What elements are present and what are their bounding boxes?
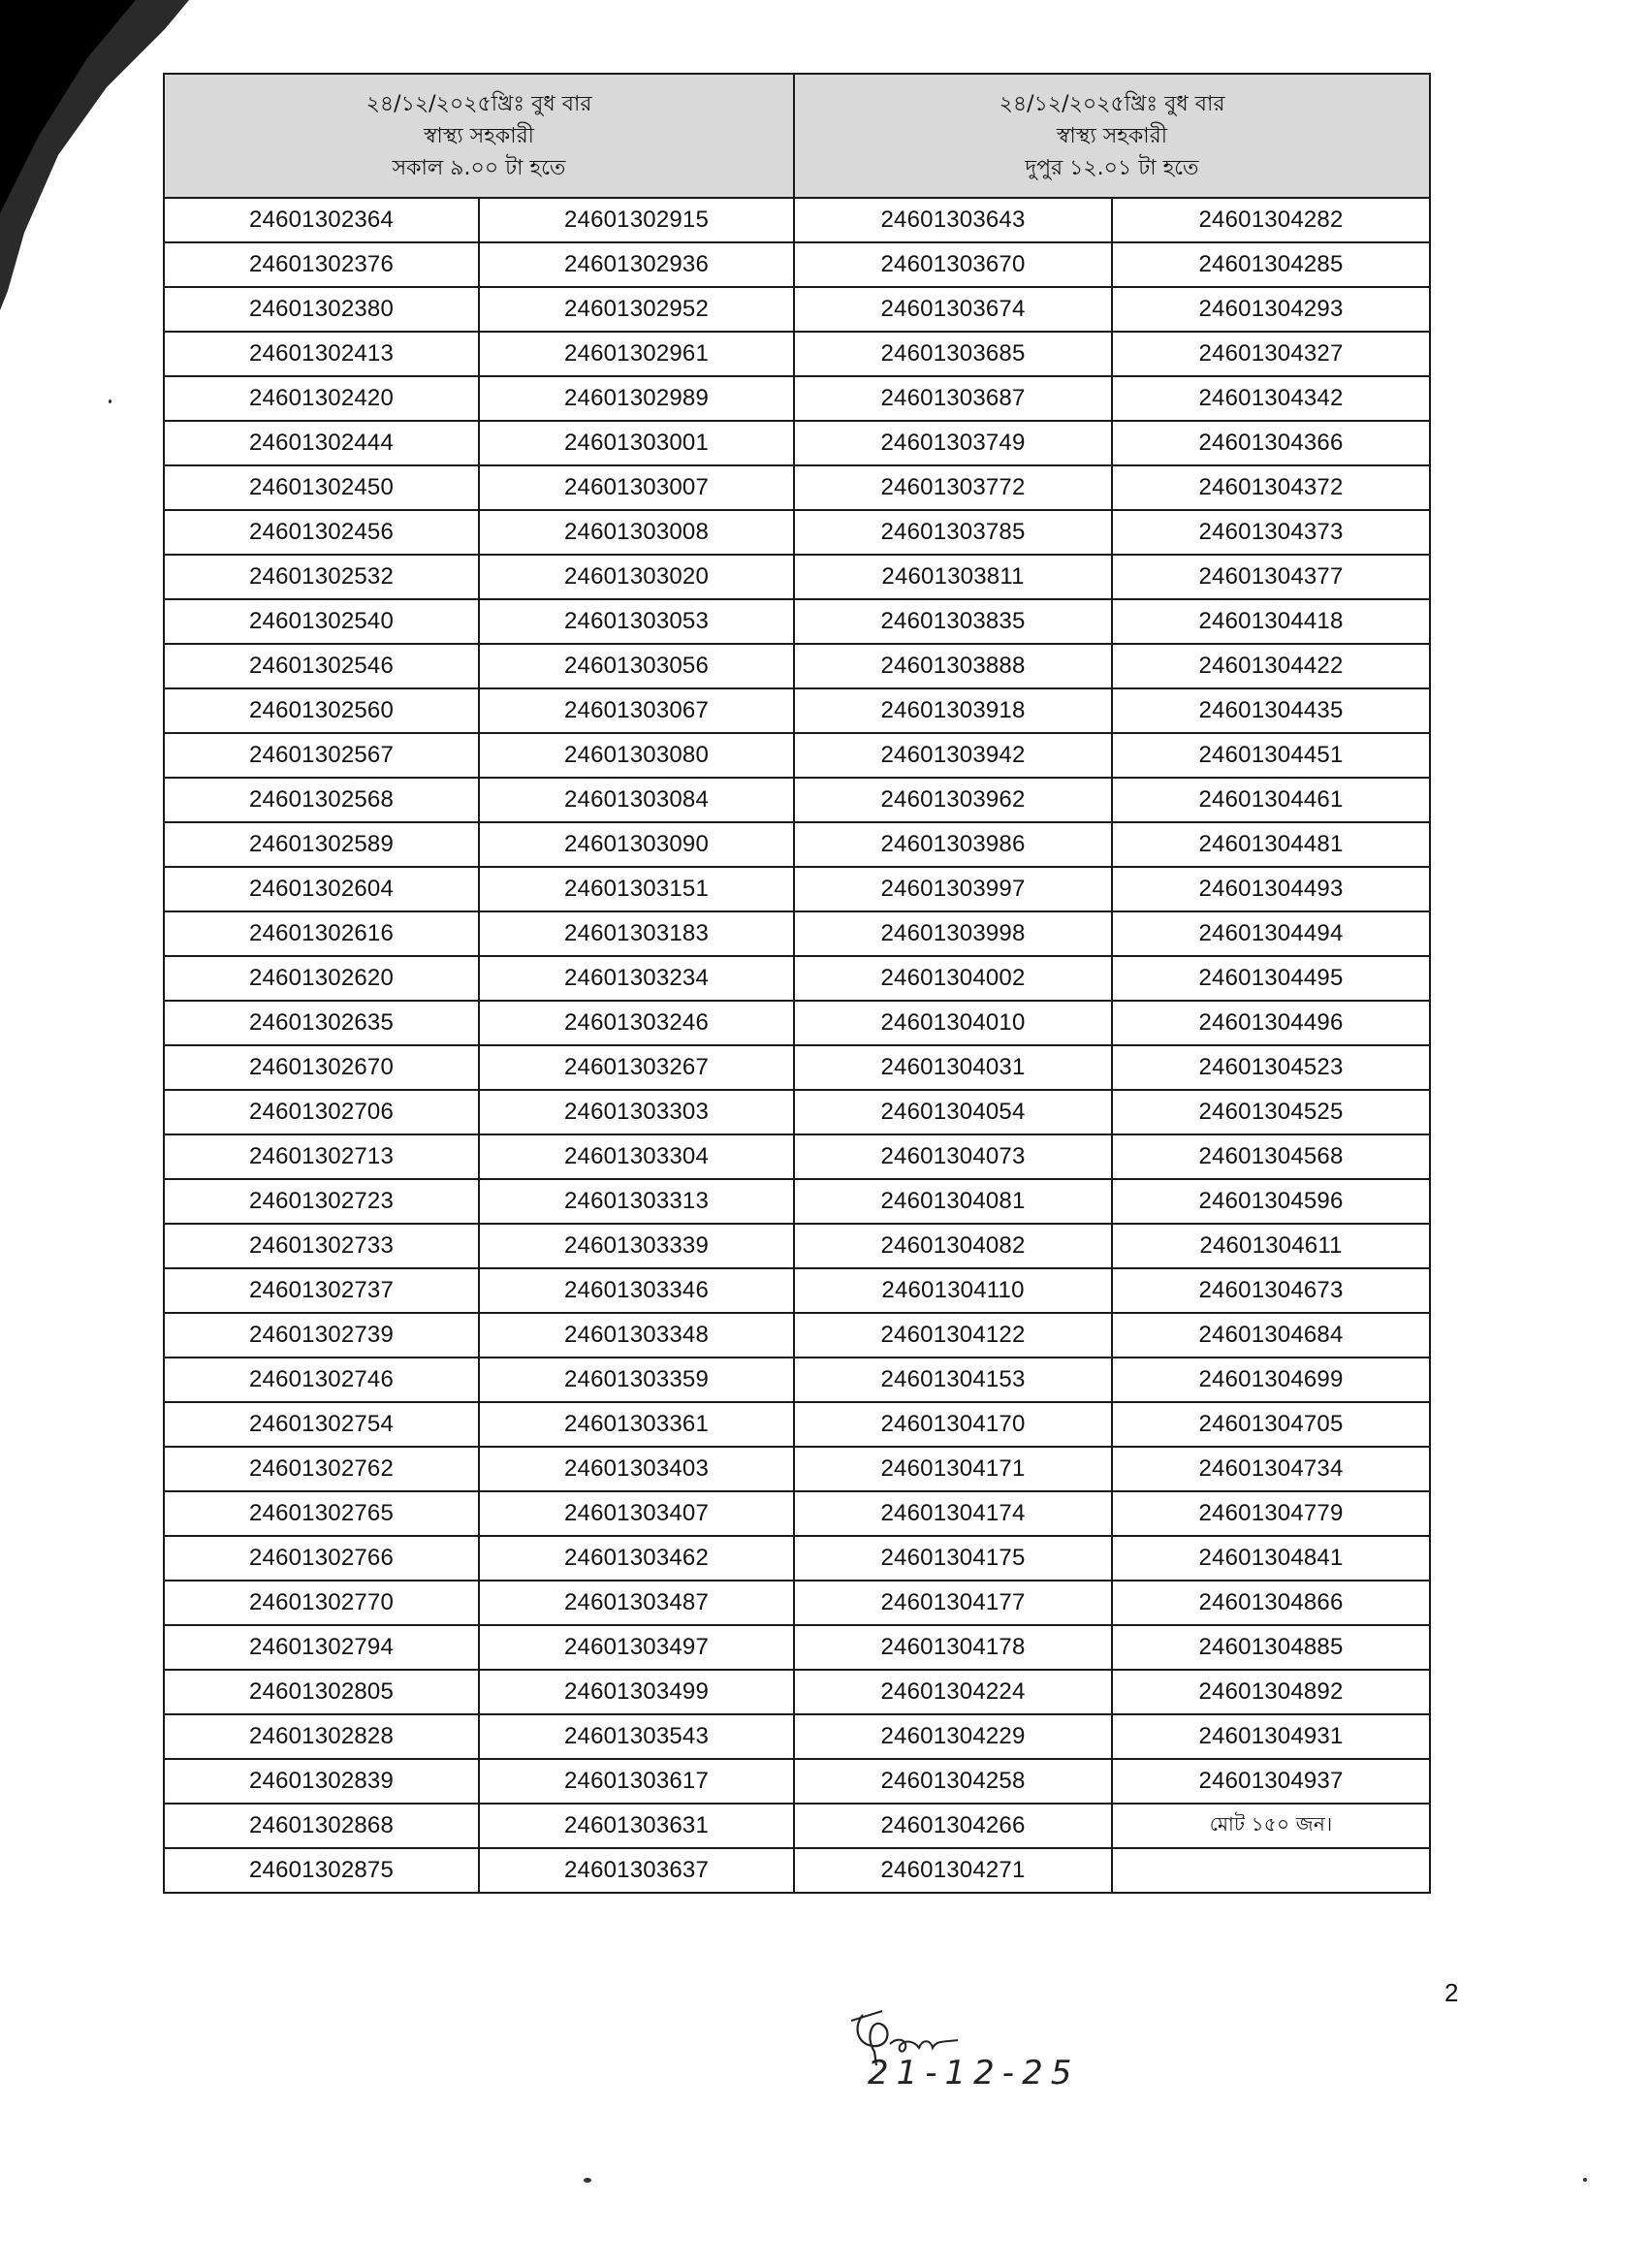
roll-number-cell: 24601304495: [1112, 956, 1430, 1001]
roll-number-cell: 24601303056: [479, 644, 794, 688]
roll-number-cell: 24601304177: [794, 1581, 1112, 1625]
roll-number-cell: 24601303997: [794, 867, 1112, 911]
roll-number-cell: 24601302540: [164, 599, 479, 644]
roll-number-cell: 24601303053: [479, 599, 794, 644]
roll-number-cell: 24601302766: [164, 1536, 479, 1581]
table-row: [164, 198, 1430, 242]
table-row: [164, 1714, 1430, 1759]
roll-number-cell: 24601303674: [794, 287, 1112, 332]
roll-number-cell: 24601304258: [794, 1759, 1112, 1804]
roll-number-cell: 24601303487: [479, 1581, 794, 1625]
roll-number-cell: 24601304494: [1112, 911, 1430, 956]
table-row: [164, 867, 1430, 911]
total-count-cell: মোট ১৫০ জন।: [1112, 1804, 1430, 1848]
roll-number-cell: 24601302794: [164, 1625, 479, 1670]
table-row: [164, 956, 1430, 1001]
roll-number-cell: 24601304073: [794, 1134, 1112, 1179]
roll-number-cell: 24601302746: [164, 1358, 479, 1402]
roll-number-cell: 24601304175: [794, 1536, 1112, 1581]
roll-number-cell: 24601304866: [1112, 1581, 1430, 1625]
table-row: [164, 1848, 1430, 1893]
roll-number-cell: 24601304493: [1112, 867, 1430, 911]
roll-number-cell: 24601302568: [164, 778, 479, 822]
roll-number-cell: 24601304568: [1112, 1134, 1430, 1179]
roll-number-cell: 24601303361: [479, 1402, 794, 1447]
roll-number-cell: 24601304418: [1112, 599, 1430, 644]
roll-number-cell: 24601302635: [164, 1001, 479, 1045]
table-row: [164, 1134, 1430, 1179]
roll-number-cell: 24601304699: [1112, 1358, 1430, 1402]
roll-number-cell: 24601303631: [479, 1804, 794, 1848]
roll-number-cell: 24601303267: [479, 1045, 794, 1090]
afternoon-session-header: [794, 74, 1430, 198]
roll-number-cell: 24601302604: [164, 867, 479, 911]
roll-number-cell: 24601303303: [479, 1090, 794, 1134]
roll-number-cell: 24601304271: [794, 1848, 1112, 1893]
roll-number-cell: 24601304010: [794, 1001, 1112, 1045]
candidate-roll-table: [163, 73, 1431, 1894]
roll-number-cell: 24601304422: [1112, 644, 1430, 688]
roll-number-cell: 24601303407: [479, 1491, 794, 1536]
roll-number-cell: 24601304596: [1112, 1179, 1430, 1224]
roll-number-cell: 24601303008: [479, 510, 794, 555]
roll-number-cell: 24601303835: [794, 599, 1112, 644]
roll-number-cell: 24601304002: [794, 956, 1112, 1001]
roll-number-cell: 24601303234: [479, 956, 794, 1001]
roll-number-cell: 24601304342: [1112, 376, 1430, 421]
roll-number-cell: 24601304174: [794, 1491, 1112, 1536]
roll-number-cell: 24601303499: [479, 1670, 794, 1714]
table-row: [164, 242, 1430, 287]
roll-number-cell: 24601304054: [794, 1090, 1112, 1134]
roll-number-cell: 24601304266: [794, 1804, 1112, 1848]
roll-number-cell: 24601303637: [479, 1848, 794, 1893]
scan-speck: [1583, 2178, 1587, 2182]
roll-number-cell: 24601302546: [164, 644, 479, 688]
roll-number-cell: 24601304496: [1112, 1001, 1430, 1045]
roll-number-cell: 24601303001: [479, 421, 794, 465]
roll-number-cell: 24601303685: [794, 332, 1112, 376]
table-row: [164, 510, 1430, 555]
morning-time: সকাল ৯.০০ টা হতে: [392, 155, 566, 180]
roll-number-cell: 24601302706: [164, 1090, 479, 1134]
roll-number-cell: 24601303643: [794, 198, 1112, 242]
roll-number-cell: 24601302670: [164, 1045, 479, 1090]
roll-number-cell: 24601303090: [479, 822, 794, 867]
roll-number-cell: 24601304170: [794, 1402, 1112, 1447]
morning-date: ২৪/১২/২০২৫খ্রিঃ বুধ বার: [365, 91, 592, 116]
roll-number-cell: 24601302961: [479, 332, 794, 376]
roll-number-cell: 24601304461: [1112, 778, 1430, 822]
roll-number-cell: 24601302765: [164, 1491, 479, 1536]
table-row: [164, 1804, 1430, 1848]
table-row: [164, 1224, 1430, 1268]
roll-number-cell: 24601304171: [794, 1447, 1112, 1491]
roll-number-cell: 24601302723: [164, 1179, 479, 1224]
roll-number-cell: 24601302754: [164, 1402, 479, 1447]
roll-number-cell: 24601304366: [1112, 421, 1430, 465]
roll-number-cell: 24601303067: [479, 688, 794, 733]
roll-number-cell: 24601302532: [164, 555, 479, 599]
roll-number-cell: 24601304229: [794, 1714, 1112, 1759]
table-row: [164, 1402, 1430, 1447]
roll-number-cell: 24601304373: [1112, 510, 1430, 555]
table-row: [164, 1045, 1430, 1090]
roll-number-cell: 24601304327: [1112, 332, 1430, 376]
roll-number-cell: 24601302839: [164, 1759, 479, 1804]
afternoon-time: দুপুর ১২.০১ টা হতে: [1025, 155, 1199, 180]
roll-number-cell: 24601303772: [794, 465, 1112, 510]
roll-number-cell: 24601304673: [1112, 1268, 1430, 1313]
roll-number-cell: 24601302713: [164, 1134, 479, 1179]
roll-number-cell: 24601303888: [794, 644, 1112, 688]
roll-number-cell: 24601303403: [479, 1447, 794, 1491]
table-row: [164, 1670, 1430, 1714]
roll-number-cell: 24601303962: [794, 778, 1112, 822]
roll-number-cell: 24601303942: [794, 733, 1112, 778]
roll-number-cell: 24601303183: [479, 911, 794, 956]
table-row: [164, 1179, 1430, 1224]
roll-number-cell: 24601304481: [1112, 822, 1430, 867]
table-row: [164, 599, 1430, 644]
roll-number-cell: 24601304892: [1112, 1670, 1430, 1714]
roll-number-cell: 24601304885: [1112, 1625, 1430, 1670]
table-row: [164, 1536, 1430, 1581]
roll-number-cell: 24601302875: [164, 1848, 479, 1893]
roll-number-cell: 24601302828: [164, 1714, 479, 1759]
roll-number-cell: 24601302560: [164, 688, 479, 733]
empty-cell: [1112, 1848, 1430, 1893]
scan-speck: [584, 2178, 591, 2183]
table-row: [164, 555, 1430, 599]
roll-number-cell: 24601304110: [794, 1268, 1112, 1313]
roll-number-cell: 24601303543: [479, 1714, 794, 1759]
roll-number-cell: 24601303304: [479, 1134, 794, 1179]
roll-number-cell: 24601302620: [164, 956, 479, 1001]
roll-number-cell: 24601302364: [164, 198, 479, 242]
roll-number-cell: 24601303007: [479, 465, 794, 510]
table-row: [164, 332, 1430, 376]
roll-number-cell: 24601302567: [164, 733, 479, 778]
roll-number-cell: 24601304451: [1112, 733, 1430, 778]
table-row: [164, 1491, 1430, 1536]
table-row: [164, 421, 1430, 465]
roll-number-cell: 24601304937: [1112, 1759, 1430, 1804]
roll-number-cell: 24601304523: [1112, 1045, 1430, 1090]
roll-number-cell: 24601303785: [794, 510, 1112, 555]
roll-number-cell: 24601303020: [479, 555, 794, 599]
roll-number-cell: 24601304372: [1112, 465, 1430, 510]
afternoon-date: ২৪/১২/২০২৫খ্রিঃ বুধ বার: [999, 91, 1225, 116]
roll-number-cell: 24601303617: [479, 1759, 794, 1804]
roll-number-cell: 24601304734: [1112, 1447, 1430, 1491]
table-row: [164, 822, 1430, 867]
table-row: [164, 1313, 1430, 1358]
table-row: [164, 1759, 1430, 1804]
roll-number-cell: 24601303359: [479, 1358, 794, 1402]
roll-number-cell: 24601303497: [479, 1625, 794, 1670]
table-row: [164, 1581, 1430, 1625]
roll-number-cell: 24601302456: [164, 510, 479, 555]
roll-number-cell: 24601302762: [164, 1447, 479, 1491]
roll-number-cell: 24601302616: [164, 911, 479, 956]
roll-number-cell: 24601303918: [794, 688, 1112, 733]
afternoon-post: স্বাস্থ্য সহকারী: [1057, 123, 1167, 148]
table-row: [164, 1625, 1430, 1670]
roll-number-cell: 24601303246: [479, 1001, 794, 1045]
roll-number-cell: 24601303462: [479, 1536, 794, 1581]
roll-number-cell: 24601302589: [164, 822, 479, 867]
roll-number-cell: 24601303687: [794, 376, 1112, 421]
roll-number-cell: 24601304224: [794, 1670, 1112, 1714]
roll-number-cell: 24601303084: [479, 778, 794, 822]
roll-number-cell: 24601303986: [794, 822, 1112, 867]
roll-number-cell: 24601304435: [1112, 688, 1430, 733]
roll-number-cell: 24601302737: [164, 1268, 479, 1313]
roll-number-cell: 24601304282: [1112, 198, 1430, 242]
roll-number-cell: 24601302413: [164, 332, 479, 376]
table-row: [164, 733, 1430, 778]
roll-number-cell: 24601304931: [1112, 1714, 1430, 1759]
table-row: [164, 1001, 1430, 1045]
roll-number-cell: 24601302420: [164, 376, 479, 421]
roll-number-cell: 24601302868: [164, 1804, 479, 1848]
roll-number-cell: 24601303151: [479, 867, 794, 911]
table-row: [164, 1268, 1430, 1313]
roll-number-cell: 24601303313: [479, 1179, 794, 1224]
table-header-row: [164, 74, 1430, 198]
morning-session-header: [164, 74, 794, 198]
roll-number-cell: 24601304293: [1112, 287, 1430, 332]
table-body: [164, 198, 1430, 1893]
roll-number-cell: 24601304285: [1112, 242, 1430, 287]
roll-number-cell: 24601302989: [479, 376, 794, 421]
morning-post: স্বাস্থ্য সহকারী: [424, 123, 534, 148]
roll-number-cell: 24601302444: [164, 421, 479, 465]
roll-number-cell: 24601302733: [164, 1224, 479, 1268]
table-row: [164, 644, 1430, 688]
roll-number-cell: 24601302739: [164, 1313, 479, 1358]
table-row: [164, 287, 1430, 332]
roll-number-cell: 24601304082: [794, 1224, 1112, 1268]
page-number: 2: [1444, 1978, 1459, 2007]
roll-number-cell: 24601304841: [1112, 1536, 1430, 1581]
table-row: [164, 911, 1430, 956]
roll-number-cell: 24601303811: [794, 555, 1112, 599]
roll-number-cell: 24601304525: [1112, 1090, 1430, 1134]
roll-number-cell: 24601302952: [479, 287, 794, 332]
roll-number-cell: 24601303339: [479, 1224, 794, 1268]
roll-number-cell: 24601304081: [794, 1179, 1112, 1224]
roll-number-cell: 24601303080: [479, 733, 794, 778]
roll-number-cell: 24601302380: [164, 287, 479, 332]
roll-number-cell: 24601302450: [164, 465, 479, 510]
roll-number-cell: 24601304178: [794, 1625, 1112, 1670]
roll-number-cell: 24601303670: [794, 242, 1112, 287]
roll-number-cell: 24601304122: [794, 1313, 1112, 1358]
roll-number-cell: 24601304031: [794, 1045, 1112, 1090]
roll-number-cell: 24601302805: [164, 1670, 479, 1714]
roll-number-cell: 24601304377: [1112, 555, 1430, 599]
signature-date: 21-12-25: [868, 2054, 1080, 2092]
roll-number-cell: 24601303348: [479, 1313, 794, 1358]
roll-number-cell: 24601304153: [794, 1358, 1112, 1402]
table-row: [164, 1090, 1430, 1134]
roll-number-cell: 24601304705: [1112, 1402, 1430, 1447]
table-row: [164, 465, 1430, 510]
roll-number-cell: 24601303749: [794, 421, 1112, 465]
table-row: [164, 1447, 1430, 1491]
table-row: [164, 778, 1430, 822]
roll-number-cell: 24601302915: [479, 198, 794, 242]
roll-number-cell: 24601303346: [479, 1268, 794, 1313]
table-row: [164, 376, 1430, 421]
table-row: [164, 1358, 1430, 1402]
roll-number-cell: 24601304779: [1112, 1491, 1430, 1536]
roll-number-cell: 24601304611: [1112, 1224, 1430, 1268]
roll-number-cell: 24601303998: [794, 911, 1112, 956]
scan-speck: [109, 399, 111, 403]
roll-number-cell: 24601302376: [164, 242, 479, 287]
table-row: [164, 688, 1430, 733]
roll-number-cell: 24601304684: [1112, 1313, 1430, 1358]
roll-number-cell: 24601302770: [164, 1581, 479, 1625]
roll-number-cell: 24601302936: [479, 242, 794, 287]
